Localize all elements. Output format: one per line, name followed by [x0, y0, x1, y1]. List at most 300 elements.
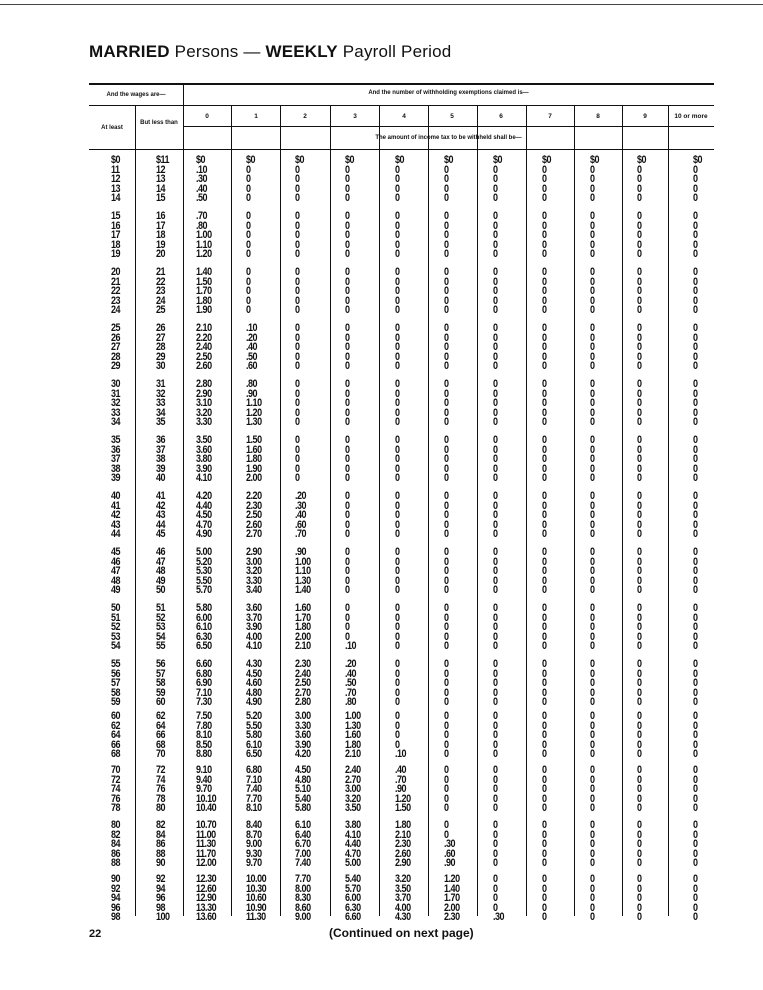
- table-cell: 0: [590, 248, 595, 261]
- table-cell: 0: [590, 219, 595, 232]
- table-cell: 5.40: [295, 792, 311, 805]
- group-9-c4: [395, 660, 400, 708]
- col-divider: [280, 106, 281, 916]
- group-12-at_least: [111, 821, 120, 869]
- table-cell: 5.40: [345, 873, 361, 885]
- table-cell: 0: [637, 748, 642, 761]
- column-number-4: 4: [402, 113, 406, 120]
- table-cell: 0: [444, 630, 449, 643]
- group-6-but_less: [156, 492, 165, 540]
- table-cell: 0: [345, 518, 350, 531]
- table-cell: 0: [693, 285, 698, 298]
- table-cell: 0: [493, 882, 498, 895]
- table-cell: 0: [493, 802, 498, 815]
- table-cell: 0: [590, 696, 595, 709]
- group-6-c6: [493, 492, 498, 540]
- table-cell: 0: [345, 229, 350, 242]
- table-cell: 0: [493, 304, 498, 317]
- col-divider: [428, 106, 429, 916]
- table-cell: 0: [693, 304, 698, 317]
- table-cell: 0: [444, 397, 449, 410]
- table-cell: 0: [637, 729, 642, 742]
- table-cell: 0: [542, 640, 547, 653]
- table-cell: 2.10: [196, 322, 212, 334]
- group-13-c2: [295, 875, 311, 923]
- table-cell: 1.80: [246, 453, 262, 466]
- table-cell: $0: [493, 154, 503, 166]
- table-cell: .90: [295, 546, 307, 558]
- group-8-but_less: [156, 604, 165, 652]
- table-cell: 0: [395, 192, 400, 205]
- table-cell: 0: [345, 173, 350, 186]
- table-cell: 0: [444, 472, 449, 485]
- table-cell: 0: [637, 285, 642, 298]
- table-cell: 0: [345, 528, 350, 541]
- table-cell: 0: [444, 611, 449, 624]
- group-8-c3: [345, 604, 356, 652]
- table-cell: 0: [542, 294, 547, 307]
- group-1-c10: [693, 212, 698, 260]
- table-cell: 0: [493, 773, 498, 786]
- table-cell: 0: [395, 453, 400, 466]
- table-cell: 48: [156, 565, 166, 578]
- table-cell: 0: [590, 667, 595, 680]
- table-cell: 0: [542, 285, 547, 298]
- table-cell: 4.10: [246, 640, 262, 653]
- table-cell: 6.10: [196, 621, 212, 634]
- table-cell: 31: [156, 378, 166, 390]
- table-cell: 0: [693, 453, 698, 466]
- group-7-c10: [693, 548, 698, 596]
- group-10-c5: [444, 712, 449, 760]
- group-1-c0: [196, 212, 212, 260]
- group-6-c8: [590, 492, 595, 540]
- table-cell: 98: [111, 911, 121, 924]
- table-cell: 2.50: [295, 677, 311, 690]
- table-cell: 0: [637, 210, 642, 222]
- table-cell: 66: [156, 729, 166, 742]
- table-cell: 0: [493, 901, 498, 914]
- group-6-c7: [542, 492, 547, 540]
- group-5-c6: [493, 436, 498, 484]
- table-cell: 0: [590, 490, 595, 502]
- table-cell: 84: [111, 838, 121, 851]
- table-cell: 10.60: [246, 892, 267, 905]
- table-cell: 8.80: [196, 748, 212, 761]
- table-cell: 0: [590, 764, 595, 776]
- table-cell: 0: [693, 574, 698, 587]
- table-cell: 0: [542, 630, 547, 643]
- table-cell: 4.40: [345, 838, 361, 851]
- table-cell: 0: [542, 901, 547, 914]
- group-7-c0: [196, 548, 212, 596]
- table-cell: 0: [590, 378, 595, 390]
- table-cell: 42: [111, 509, 121, 522]
- table-cell: 10.90: [246, 901, 267, 914]
- table-cell: 0: [590, 828, 595, 841]
- table-cell: 49: [111, 584, 121, 597]
- table-cell: 0: [637, 397, 642, 410]
- table-cell: 26: [156, 322, 166, 334]
- group-3-c4: [395, 324, 400, 372]
- table-cell: 0: [493, 857, 498, 870]
- group-8-at_least: [111, 604, 120, 652]
- table-cell: 6.10: [246, 738, 262, 751]
- table-cell: 0: [493, 163, 498, 176]
- table-cell: 0: [637, 248, 642, 261]
- table-cell: 0: [444, 509, 449, 522]
- group-2-c7: [542, 268, 547, 316]
- group-2-c1: [246, 268, 251, 316]
- table-cell: 0: [493, 892, 498, 905]
- table-cell: 0: [693, 546, 698, 558]
- table-cell: 0: [295, 163, 300, 176]
- group-13-c4: [395, 875, 411, 923]
- table-cell: 0: [542, 611, 547, 624]
- table-cell: 0: [493, 748, 498, 761]
- group-1-c8: [590, 212, 595, 260]
- table-cell: .10: [345, 640, 357, 653]
- table-cell: 0: [693, 509, 698, 522]
- table-cell: 4.00: [246, 630, 262, 643]
- table-cell: 0: [295, 462, 300, 475]
- table-cell: 1.60: [246, 443, 262, 456]
- table-cell: 0: [542, 472, 547, 485]
- table-cell: 44: [111, 528, 121, 541]
- table-cell: 33: [156, 397, 166, 410]
- table-cell: 72: [156, 764, 166, 776]
- table-cell: 0: [590, 873, 595, 885]
- table-cell: 0: [395, 285, 400, 298]
- group-8-c0: [196, 604, 212, 652]
- table-cell: 0: [493, 192, 498, 205]
- table-cell: 2.50: [196, 350, 212, 363]
- table-cell: 0: [590, 677, 595, 690]
- table-cell: 3.50: [196, 434, 212, 446]
- group-3-c9: [637, 324, 642, 372]
- table-cell: 59: [111, 696, 121, 709]
- group-0-c5: [444, 156, 453, 204]
- table-cell: 6.50: [196, 640, 212, 653]
- table-cell: 0: [493, 229, 498, 242]
- table-cell: 36: [156, 434, 166, 446]
- table-cell: 2.60: [246, 518, 262, 531]
- table-cell: 0: [295, 406, 300, 419]
- group-3-c0: [196, 324, 212, 372]
- table-cell: 0: [444, 462, 449, 475]
- table-cell: 0: [345, 602, 350, 614]
- table-cell: 0: [345, 210, 350, 222]
- table-cell: 0: [542, 574, 547, 587]
- table-cell: 0: [693, 901, 698, 914]
- table-cell: 6.30: [345, 901, 361, 914]
- table-cell: 70: [111, 764, 121, 776]
- table-cell: 2.30: [444, 911, 460, 924]
- table-cell: 0: [295, 238, 300, 251]
- table-cell: 0: [246, 294, 251, 307]
- group-4-c6: [493, 380, 498, 428]
- table-cell: 0: [590, 738, 595, 751]
- group-4-c9: [637, 380, 642, 428]
- table-cell: 0: [693, 192, 698, 205]
- table-cell: .50: [196, 192, 208, 205]
- table-cell: 0: [637, 499, 642, 512]
- group-7-but_less: [156, 548, 165, 596]
- group-3-c2: [295, 324, 300, 372]
- table-cell: 0: [295, 434, 300, 446]
- group-4-c3: [345, 380, 350, 428]
- table-cell: 0: [693, 173, 698, 186]
- table-cell: 0: [637, 462, 642, 475]
- table-cell: 0: [637, 387, 642, 400]
- table-cell: 0: [542, 546, 547, 558]
- group-11-c8: [590, 766, 595, 814]
- table-cell: 0: [542, 322, 547, 334]
- group-0-c7: [542, 156, 551, 204]
- table-cell: 0: [493, 696, 498, 709]
- table-cell: 0: [590, 238, 595, 251]
- table-cell: 0: [295, 173, 300, 186]
- table-cell: 0: [542, 792, 547, 805]
- table-cell: 29: [111, 360, 121, 373]
- table-cell: 0: [693, 621, 698, 634]
- table-cell: 0: [444, 406, 449, 419]
- table-cell: 1.50: [246, 434, 262, 446]
- table-cell: 3.00: [345, 783, 361, 796]
- table-cell: 8.10: [196, 729, 212, 742]
- group-10-at_least: [111, 712, 120, 760]
- table-cell: 0: [693, 397, 698, 410]
- table-cell: 4.90: [246, 696, 262, 709]
- group-3-c6: [493, 324, 498, 372]
- table-cell: 0: [444, 350, 449, 363]
- group-9-c9: [637, 660, 642, 708]
- table-cell: 5.80: [196, 602, 212, 614]
- table-cell: 0: [590, 658, 595, 670]
- table-cell: 0: [444, 182, 449, 195]
- table-cell: 0: [542, 192, 547, 205]
- table-cell: 0: [395, 677, 400, 690]
- group-12-c8: [590, 821, 595, 869]
- table-cell: 0: [693, 828, 698, 841]
- table-cell: 0: [693, 434, 698, 446]
- table-cell: 2.10: [345, 748, 361, 761]
- group-1-c3: [345, 212, 350, 260]
- group-1-c2: [295, 212, 300, 260]
- table-cell: 0: [345, 275, 350, 288]
- table-cell: 10.40: [196, 802, 217, 815]
- group-6-c9: [637, 492, 642, 540]
- table-cell: 0: [542, 819, 547, 831]
- group-9-c6: [493, 660, 498, 708]
- table-cell: 0: [637, 341, 642, 354]
- table-cell: 29: [156, 350, 166, 363]
- table-cell: 2.70: [345, 773, 361, 786]
- group-2-c10: [693, 268, 698, 316]
- group-1-at_least: [111, 212, 120, 260]
- table-cell: 0: [637, 667, 642, 680]
- group-4-c2: [295, 380, 300, 428]
- table-cell: 0: [590, 434, 595, 446]
- group-13-c3: [345, 875, 361, 923]
- table-cell: 3.20: [345, 792, 361, 805]
- table-cell: 45: [156, 528, 166, 541]
- table-cell: 8.40: [246, 819, 262, 831]
- group-10-c9: [637, 712, 642, 760]
- table-cell: 0: [693, 783, 698, 796]
- table-cell: $0: [111, 154, 121, 166]
- group-10-c2: [295, 712, 311, 760]
- table-cell: 0: [295, 294, 300, 307]
- table-cell: 68: [156, 738, 166, 751]
- table-cell: 32: [156, 387, 166, 400]
- table-cell: 0: [395, 574, 400, 587]
- table-cell: 11.00: [196, 828, 216, 841]
- table-cell: 1.80: [295, 621, 311, 634]
- table-cell: 0: [637, 630, 642, 643]
- table-cell: $0: [693, 154, 703, 166]
- table-cell: 0: [637, 378, 642, 390]
- group-5-c1: [246, 436, 262, 484]
- table-cell: 0: [295, 350, 300, 363]
- table-cell: 0: [542, 857, 547, 870]
- table-cell: 0: [693, 710, 698, 722]
- table-cell: 0: [345, 238, 350, 251]
- table-cell: 0: [345, 555, 350, 568]
- table-cell: 0: [590, 331, 595, 344]
- group-11-c1: [246, 766, 262, 814]
- table-cell: 0: [395, 565, 400, 578]
- table-cell: 2.70: [246, 528, 262, 541]
- group-8-c4: [395, 604, 400, 652]
- table-cell: 7.00: [295, 847, 311, 860]
- table-cell: 0: [444, 658, 449, 670]
- table-cell: 0: [395, 499, 400, 512]
- table-cell: 1.40: [196, 266, 212, 278]
- group-9-c7: [542, 660, 547, 708]
- table-cell: 0: [395, 163, 400, 176]
- table-cell: 0: [542, 331, 547, 344]
- table-cell: 0: [542, 163, 547, 176]
- table-cell: 3.00: [246, 555, 262, 568]
- table-cell: 58: [111, 686, 121, 699]
- table-cell: 1.70: [444, 892, 460, 905]
- table-cell: 0: [395, 710, 400, 722]
- table-cell: 0: [542, 882, 547, 895]
- group-4-but_less: [156, 380, 165, 428]
- table-cell: 0: [444, 584, 449, 597]
- at-least-header: At least: [101, 125, 123, 131]
- table-cell: 12: [156, 163, 166, 176]
- table-cell: 2.00: [444, 901, 460, 914]
- table-cell: 0: [444, 621, 449, 634]
- table-cell: 0: [693, 499, 698, 512]
- group-11-but_less: [156, 766, 165, 814]
- table-cell: 0: [637, 602, 642, 614]
- table-cell: 0: [590, 192, 595, 205]
- table-cell: 0: [693, 719, 698, 732]
- table-cell: 0: [542, 350, 547, 363]
- table-cell: 28: [156, 341, 166, 354]
- table-cell: 0: [395, 602, 400, 614]
- table-cell: 0: [345, 248, 350, 261]
- table-cell: 0: [295, 387, 300, 400]
- table-cell: 8.10: [246, 802, 262, 815]
- table-cell: 9.40: [196, 773, 212, 786]
- table-cell: $0: [444, 154, 454, 166]
- group-8-c7: [542, 604, 547, 652]
- table-cell: 0: [493, 828, 498, 841]
- table-cell: 0: [637, 490, 642, 502]
- page-title: MARRIED Persons — WEEKLY Payroll Period: [89, 42, 452, 61]
- table-cell: 4.70: [345, 847, 361, 860]
- table-cell: 0: [493, 584, 498, 597]
- group-1-c1: [246, 212, 251, 260]
- table-cell: 0: [395, 719, 400, 732]
- table-cell: 0: [444, 555, 449, 568]
- table-cell: 0: [542, 443, 547, 456]
- table-cell: 32: [111, 397, 121, 410]
- table-cell: 0: [637, 621, 642, 634]
- table-cell: 11.30: [196, 838, 216, 851]
- table-cell: 9.30: [246, 847, 262, 860]
- table-cell: 0: [590, 443, 595, 456]
- table-cell: 1.10: [246, 397, 262, 410]
- table-cell: 0: [246, 192, 251, 205]
- table-cell: 0: [444, 443, 449, 456]
- table-cell: 0: [693, 792, 698, 805]
- table-cell: 0: [590, 360, 595, 373]
- table-cell: 0: [395, 621, 400, 634]
- group-9-but_less: [156, 660, 165, 708]
- table-cell: 0: [693, 882, 698, 895]
- group-13-c9: [637, 875, 642, 923]
- table-cell: 1.00: [295, 555, 311, 568]
- table-cell: 0: [444, 173, 449, 186]
- table-cell: 0: [493, 792, 498, 805]
- table-cell: 0: [590, 462, 595, 475]
- page-number: 22: [89, 928, 102, 940]
- table-cell: 0: [542, 238, 547, 251]
- table-cell: 0: [637, 911, 642, 924]
- table-cell: 0: [693, 565, 698, 578]
- table-cell: 6.90: [196, 677, 212, 690]
- table-cell: 17: [111, 229, 121, 242]
- table-cell: 21: [111, 275, 121, 288]
- table-cell: 0: [493, 611, 498, 624]
- group-9-c8: [590, 660, 595, 708]
- table-cell: 0: [345, 406, 350, 419]
- table-cell: 0: [693, 847, 698, 860]
- table-cell: 0: [590, 710, 595, 722]
- group-0-c2: [295, 156, 304, 204]
- table-cell: 0: [693, 163, 698, 176]
- table-cell: 0: [637, 819, 642, 831]
- table-cell: 0: [542, 397, 547, 410]
- table-cell: 31: [111, 387, 121, 400]
- table-cell: 0: [444, 434, 449, 446]
- table-cell: 0: [693, 248, 698, 261]
- table-cell: 0: [493, 406, 498, 419]
- table-cell: 0: [590, 304, 595, 317]
- table-cell: 9.00: [295, 911, 311, 924]
- group-4-c10: [693, 380, 698, 428]
- table-cell: 14: [111, 192, 121, 205]
- table-cell: 0: [542, 528, 547, 541]
- group-10-c4: [395, 712, 406, 760]
- table-cell: 0: [542, 173, 547, 186]
- table-cell: 34: [156, 406, 166, 419]
